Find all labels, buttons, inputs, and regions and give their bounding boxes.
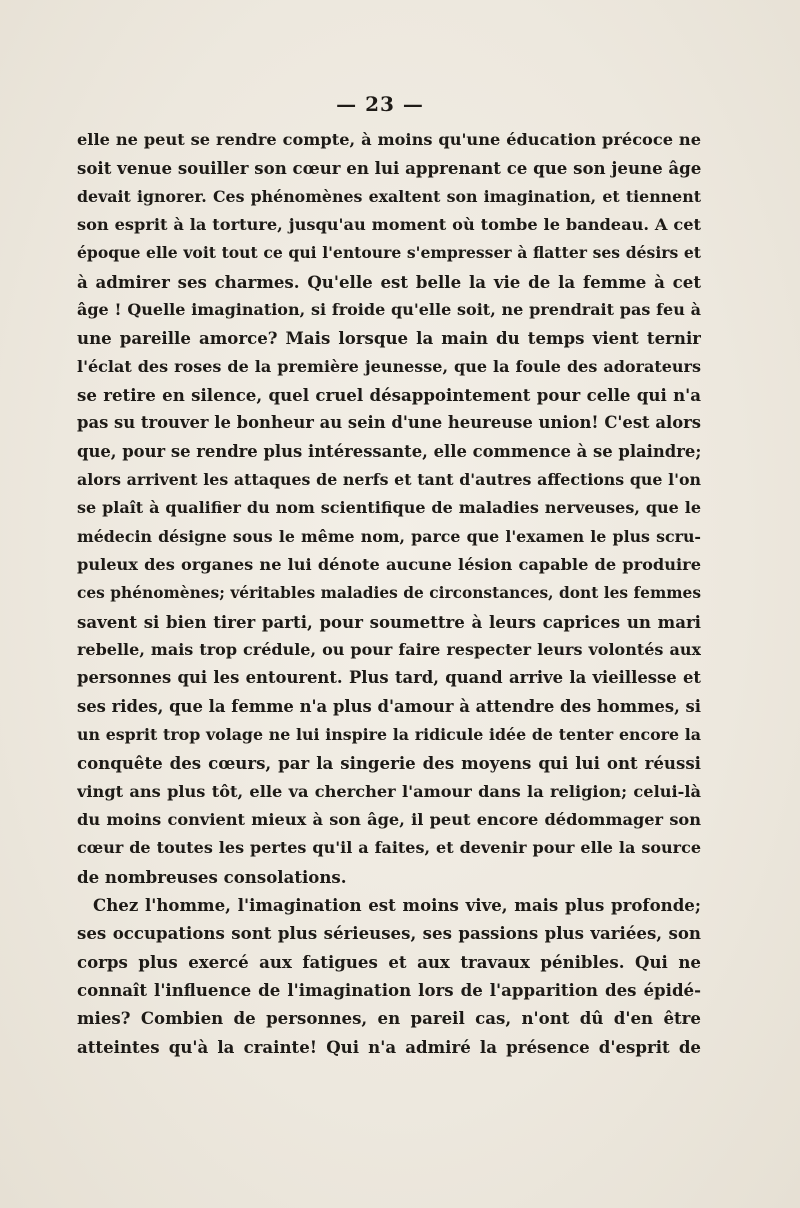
text-line: l'éclat des roses de la première jeunesse, que la foule des adorateurs <box>77 356 701 376</box>
text-line: se retire en silence, quel cruel désappointement pour celle qui n'a <box>77 384 701 405</box>
text-line: de nombreuses consolations. <box>77 866 347 887</box>
body-text <box>77 126 701 1061</box>
text-line: époque elle voit tout ce qui l'entoure s'empresser à flatter ses désirs et <box>77 243 701 263</box>
text-line: ses occupations sont plus sérieuses, ses passions plus variées, son <box>77 923 701 944</box>
text-line: ses rides, que la femme n'a plus d'amour à attendre des hommes, si <box>77 696 701 716</box>
text-line: rebelle, mais trop crédule, ou pour faire respecter leurs volontés aux <box>77 639 701 659</box>
text-line: du moins convient mieux à son âge, il peut encore dédommager son <box>77 809 701 829</box>
text-line: puleux des organes ne lui dénote aucune lésion capable de produire <box>77 554 701 574</box>
text-line: soit venue souiller son cœur en lui apprenant ce que son jeune âge <box>77 158 701 179</box>
text-line: pas su trouver le bonheur au sein d'une heureuse union! C'est alors <box>77 413 701 433</box>
text-line: elle ne peut se rendre compte, à moins qu'une éducation précoce ne <box>77 130 701 149</box>
text-line: savent si bien tirer parti, pour soumettre à leurs caprices un mari <box>77 611 701 632</box>
text-line: Chez l'homme, l'imagination est moins vive, mais plus profonde; <box>93 894 701 915</box>
text-line: âge ! Quelle imagination, si froide qu'elle soit, ne prendrait pas feu à <box>77 299 701 319</box>
text-line: alors arrivent les attaques de nerfs et tant d'autres affections que l'on <box>77 469 701 489</box>
text-line: devait ignorer. Ces phénomènes exaltent son imagination, et tiennent <box>77 186 701 206</box>
text-line: mies? Combien de personnes, en pareil cas, n'ont dû d'en être <box>77 1008 701 1029</box>
text-line: vingt ans plus tôt, elle va chercher l'amour dans la religion; celui-là <box>77 781 701 801</box>
text-line: ces phénomènes; véritables maladies de circonstances, dont les femmes <box>77 584 701 603</box>
text-line: cœur de toutes les pertes qu'il a faites, et devenir pour elle la source <box>77 838 701 858</box>
text-line: un esprit trop volage ne lui inspire la ridicule idée de tenter encore la <box>77 724 701 744</box>
text-line: corps plus exercé aux fatigues et aux travaux pénibles. Qui ne <box>77 951 701 972</box>
text-line: que, pour se rendre plus intéressante, elle commence à se plaindre; <box>77 441 701 461</box>
text-line: à admirer ses charmes. Qu'elle est belle la vie de la femme à cet <box>77 271 701 292</box>
text-line: personnes qui les entourent. Plus tard, quand arrive la vieillesse et <box>77 668 701 688</box>
text-line: se plaît à qualifier du nom scientifique de maladies nerveuses, que le <box>77 498 701 518</box>
text-line: atteintes qu'à la crainte! Qui n'a admiré la présence d'esprit de <box>77 1036 701 1057</box>
text-line: connaît l'influence de l'imagination lors de l'apparition des épidé- <box>77 979 701 1000</box>
text-line: conquête des cœurs, par la singerie des moyens qui lui ont réussi <box>77 753 701 774</box>
page-number: — 23 — <box>336 92 424 116</box>
text-line: son esprit à la torture, jusqu'au moment où tombe le bandeau. A cet <box>77 214 701 234</box>
text-line: médecin désigne sous le même nom, parce que l'examen le plus scru- <box>77 526 701 546</box>
text-line: une pareille amorce? Mais lorsque la main du temps vient ternir <box>77 328 701 349</box>
